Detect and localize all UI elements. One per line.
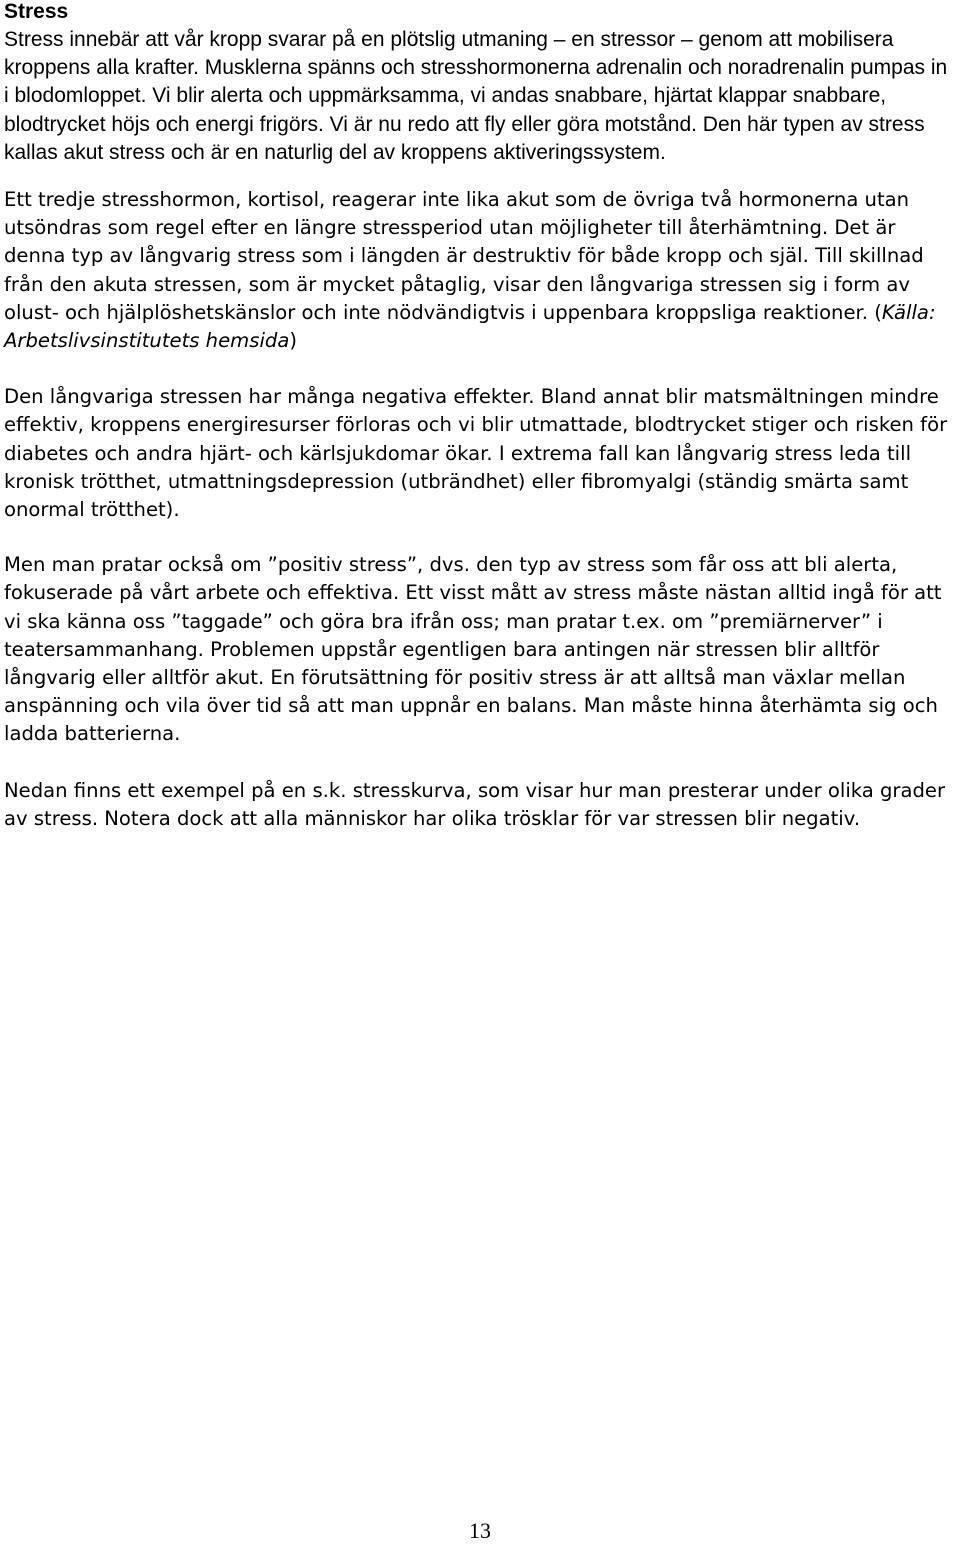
source-close-paren: ): [289, 329, 297, 353]
section-title: Stress: [4, 0, 69, 23]
paragraph-cortisol: [4, 186, 954, 355]
paragraph-acute-stress: Stress innebär att vår kropp svarar på en plötslig utmaning – en stressor – genom att mobilisera kroppens alla krafter. Musklerna spänns och stresshormonerna adrenalin och noradrenalin pumpas in i blodomloppet. Vi blir alerta och uppmärksamma, vi andas snabbare, hjärtat klappar snabbare, blodtrycket höjs och energi frigörs. Vi är nu redo att fly eller göra motstånd. Den här typen av stress kallas akut stress och är en naturlig del av kroppens aktiveringssystem.: [4, 28, 948, 164]
source-citation: Källa: Arbetslivsinstitutets hemsida: [4, 300, 936, 353]
paragraph-cortisol-text: Ett tredje stresshormon, kortisol, reagerar inte lika akut som de övriga två hormonerna utan utsöndras som regel efter en längre stressperiod utan möjligheter till återhämtning. Det är denna typ av långvarig stress som i längden är destruktiv för både kropp och själ. Till skillnad från den akuta stressen, som är mycket påtaglig, visar den långvariga stressen sig i form av olust- och hjälplöshetskänslor och inte nödvändigtvis i uppenbara kroppsliga reaktioner. (: [4, 188, 924, 324]
paragraph-stress-curve-intro: Nedan finns ett exempel på en s.k. stresskurva, som visar hur man presterar under olika grader av stress. Notera dock att alla människor har olika trösklar för var stressen blir negativ.: [4, 778, 946, 830]
paragraph-positive-stress: Men man pratar också om ”positiv stress”, dvs. den typ av stress som får oss att bli alerta, fokuserade på vårt arbete och effektiva. Ett visst mått av stress måste nästan alltid ingå för att vi ska känna oss ”taggade” och göra bra ifrån oss; man pratar t.ex. om ”premiärnerver” i teatersammanhang. Problemen uppstår egentligen bara antingen när stressen blir alltför långvarig eller alltför akut. En förutsättning för positiv stress är att alltså man växlar mellan anspänning och vila över tid så att man uppnår en balans. Man måste hinna återhämta sig och ladda batterierna.: [4, 553, 942, 746]
document-page: [4, 0, 954, 833]
page-number: 13: [469, 1518, 491, 1543]
paragraph-negative-effects: Den långvariga stressen har många negativa effekter. Bland annat blir matsmältningen mindre effektiv, kroppens energiresurser förloras och vi blir utmattade, blodtrycket stiger och risken för diabetes och andra hjärt- och kärlsjukdomar ökar. I extrema fall kan långvarig stress leda till kronisk trötthet, utmattningsdepression (utbrändhet) eller fibromyalgi (ständig smärta samt onormal trötthet).: [4, 385, 948, 522]
